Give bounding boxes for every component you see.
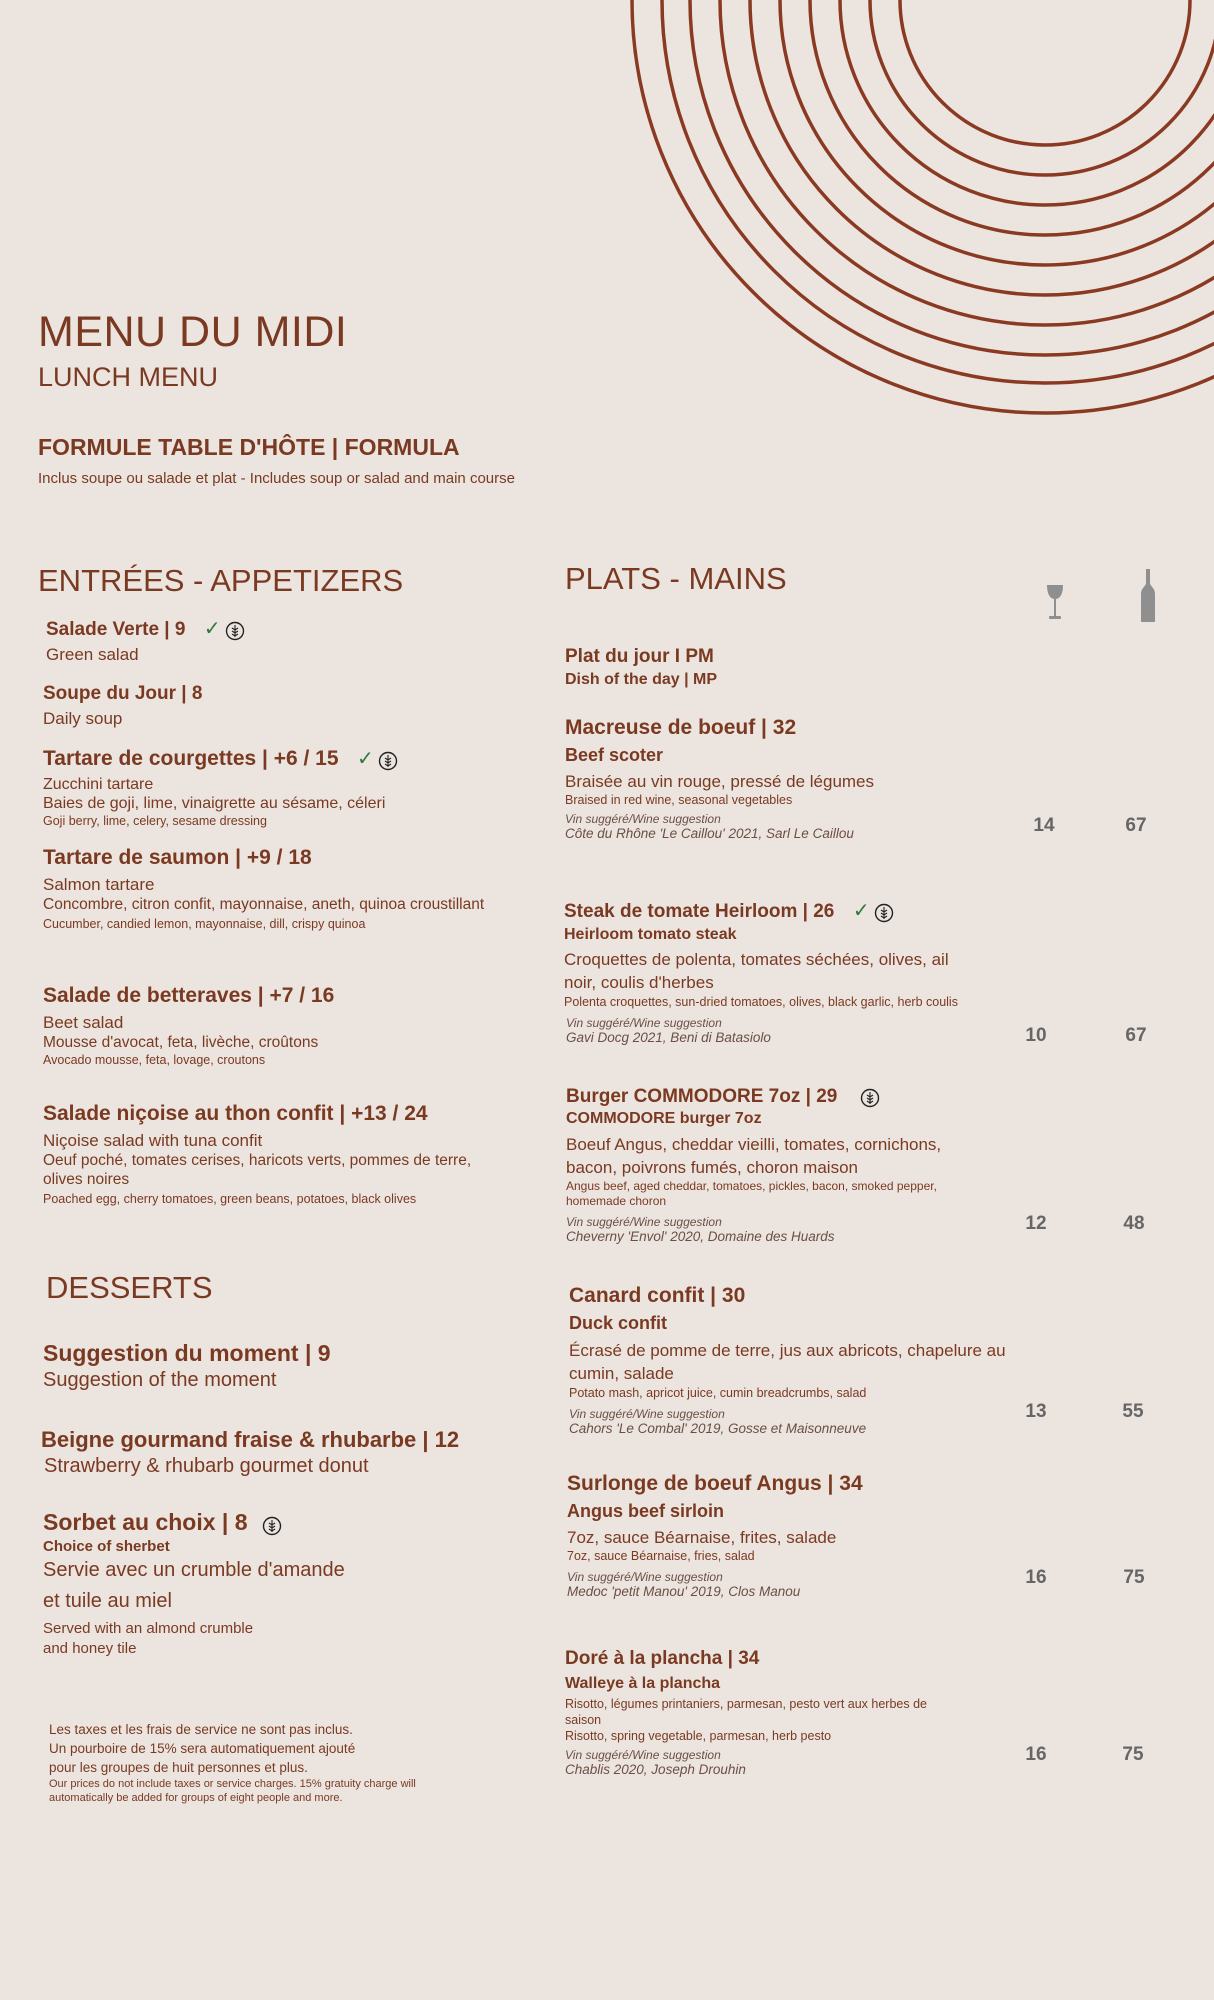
bottle-price: 67 — [1125, 1025, 1147, 1046]
bottle-price: 75 — [1122, 1744, 1144, 1765]
vegan-leaf-icon: ✓ — [203, 618, 221, 640]
note-line: pour les groupes de huit personnes et plus. — [49, 1760, 308, 1775]
wine-name: Côte du Rhône 'Le Caillou' 2021, Sarl Le Caillou — [565, 826, 854, 841]
item-subtitle: Walleye à la plancha — [565, 1675, 721, 1692]
wine-suggestion-label: Vin suggéré/Wine suggestion — [565, 812, 721, 826]
item-name: Steak de tomate Heirloom | 26 — [564, 901, 835, 922]
formula-title: FORMULE TABLE D'HÔTE | FORMULA — [38, 434, 460, 460]
vegan-leaf-icon: ✓ — [356, 748, 374, 770]
item-description-english: Cucumber, candied lemon, mayonnaise, dill, crispy quinoa — [43, 917, 366, 931]
menu-item — [565, 716, 1025, 841]
gluten-free-icon — [262, 1516, 282, 1536]
item-description-english: Braised in red wine, seasonal vegetables — [565, 793, 793, 807]
glass-price: 14 — [1033, 815, 1055, 836]
gluten-free-icon — [860, 1088, 880, 1108]
glass-price: 13 — [1025, 1401, 1047, 1422]
item-description: Braisée au vin rouge, pressé de légumes — [565, 772, 875, 791]
glass-price: 12 — [1025, 1213, 1047, 1234]
menu-item — [566, 1086, 1026, 1244]
gluten-free-icon — [874, 903, 894, 923]
wine-name: Cheverny 'Envol' 2020, Domaine des Huards — [566, 1229, 835, 1244]
glass-price: 16 — [1025, 1567, 1047, 1588]
item-english: Suggestion of the moment — [43, 1369, 277, 1391]
item-subtitle: Heirloom tomato steak — [564, 926, 737, 943]
wine-suggestion-label: Vin suggéré/Wine suggestion — [565, 1748, 721, 1762]
desserts-heading: DESSERTS — [46, 1270, 213, 1305]
item-description: 7oz, sauce Béarnaise, frites, salade — [567, 1528, 837, 1547]
item-name: Soupe du Jour | 8 — [43, 683, 203, 704]
note-line: Un pourboire de 15% sera automatiquement ajouté — [49, 1741, 356, 1756]
item-name: Salade de betteraves | +7 / 16 — [43, 984, 335, 1007]
item-name: Tartare de saumon | +9 / 18 — [43, 846, 312, 869]
menu-item — [43, 846, 503, 932]
wine-suggestion-label: Vin suggéré/Wine suggestion — [569, 1407, 725, 1421]
wine-glass-icon — [1044, 583, 1066, 623]
item-description-english: Avocado mousse, feta, lovage, croutons — [43, 1053, 266, 1067]
item-name: Burger COMMODORE 7oz | 29 — [566, 1086, 838, 1107]
mains-heading: PLATS - MAINS — [565, 561, 787, 596]
item-description: noir, coulis d'herbes — [564, 973, 714, 992]
item-english: Niçoise salad with tuna confit — [43, 1131, 263, 1150]
item-name: Beigne gourmand fraise & rhubarbe | 12 — [41, 1427, 460, 1452]
item-english: Green salad — [46, 645, 139, 664]
appetizers-heading: ENTRÉES - APPETIZERS — [38, 563, 404, 598]
menu-item — [43, 984, 503, 1068]
bottle-price: 55 — [1122, 1401, 1144, 1422]
wine-name: Medoc 'petit Manou' 2019, Clos Manou — [567, 1584, 801, 1599]
menu-item — [565, 646, 717, 689]
item-english: Zucchini tartare — [43, 776, 154, 793]
item-english: Salmon tartare — [43, 875, 155, 894]
item-description-english: Angus beef, aged cheddar, tomatoes, pickles, bacon, smoked pepper, — [566, 1179, 937, 1193]
item-subtitle: Angus beef sirloin — [567, 1501, 725, 1521]
wine-suggestion-label: Vin suggéré/Wine suggestion — [566, 1215, 722, 1229]
gluten-free-icon — [378, 751, 398, 771]
item-subtitle: Dish of the day | MP — [565, 671, 718, 688]
item-description: cumin, salade — [569, 1364, 674, 1383]
item-description-english: 7oz, sauce Béarnaise, fries, salad — [567, 1549, 755, 1563]
item-name: Plat du jour I PM — [565, 646, 714, 667]
item-description: Mousse d'avocat, feta, livèche, croûtons — [43, 1034, 319, 1051]
bottle-price: 48 — [1123, 1213, 1145, 1234]
item-description-english: Potato mash, apricot juice, cumin breadcrumbs, salad — [569, 1386, 867, 1400]
item-description-english: homemade choron — [566, 1194, 667, 1208]
item-name: Sorbet au choix | 8 — [43, 1509, 248, 1535]
wine-name: Gavi Docg 2021, Beni di Batasiolo — [566, 1030, 771, 1045]
menu-item — [46, 616, 245, 665]
item-description: bacon, poivrons fumés, choron maison — [566, 1158, 858, 1177]
vegan-leaf-icon: ✓ — [852, 900, 870, 922]
glass-price: 10 — [1025, 1025, 1047, 1046]
item-description: Concombre, citron confit, mayonnaise, aneth, quinoa croustillant — [43, 896, 485, 913]
menu-item — [43, 1102, 503, 1207]
page-title: MENU DU MIDI — [38, 308, 348, 356]
item-name: Suggestion du moment | 9 — [43, 1340, 331, 1366]
note-line: Les taxes et les frais de service ne sont pas inclus. — [49, 1722, 353, 1737]
item-description-english: Risotto, spring vegetable, parmesan, herb pesto — [565, 1729, 832, 1743]
wine-suggestion-label: Vin suggéré/Wine suggestion — [567, 1570, 723, 1584]
menu-item — [43, 746, 503, 829]
menu-item — [567, 1472, 1027, 1599]
item-english: Daily soup — [43, 709, 123, 728]
item-name: Salade Verte | 9 — [46, 619, 186, 640]
item-subtitle: COMMODORE burger 7oz — [566, 1110, 762, 1127]
bottle-price: 67 — [1125, 815, 1147, 836]
tax-notes — [49, 1720, 469, 1805]
menu-item — [43, 1340, 331, 1392]
wine-name: Cahors 'Le Combal' 2019, Gosse et Maisonneuve — [569, 1421, 867, 1436]
gluten-free-icon — [225, 621, 245, 641]
item-english: Strawberry & rhubarb gourmet donut — [44, 1455, 369, 1477]
item-description: Oeuf poché, tomates cerises, haricots verts, pommes de terre, olives noires — [43, 1152, 472, 1188]
item-description-english: Poached egg, cherry tomatoes, green beans, potatoes, black olives — [43, 1192, 417, 1206]
item-description: et tuile au miel — [43, 1590, 172, 1612]
item-english: and honey tile — [43, 1640, 137, 1657]
menu-item — [43, 683, 202, 729]
item-english: Beet salad — [43, 1013, 124, 1032]
formula-description: Inclus soupe ou salade et plat - Includes soup or salad and main course — [38, 470, 515, 487]
item-description: Écrasé de pomme de terre, jus aux abricots, chapelure au — [569, 1341, 1006, 1360]
item-name: Surlonge de boeuf Angus | 34 — [567, 1472, 863, 1495]
item-description: saison — [565, 1713, 602, 1727]
menu-item — [41, 1427, 459, 1478]
item-name: Canard confit | 30 — [569, 1284, 746, 1307]
wine-suggestion-label: Vin suggéré/Wine suggestion — [566, 1016, 722, 1030]
menu-item — [569, 1284, 1029, 1436]
item-description: Boeuf Angus, cheddar vieilli, tomates, cornichons, — [566, 1135, 942, 1154]
bottle-price: 75 — [1123, 1567, 1145, 1588]
wine-bottle-icon — [1140, 569, 1156, 623]
item-subtitle: Beef scoter — [565, 745, 664, 765]
item-name: Tartare de courgettes | +6 / 15 — [43, 747, 339, 770]
item-description: Croquettes de polenta, tomates séchées, olives, ail — [564, 950, 949, 969]
wine-name: Chablis 2020, Joseph Drouhin — [565, 1762, 746, 1777]
note-line: Our prices do not include taxes or service charges. 15% gratuity charge will — [49, 1778, 416, 1790]
note-line: automatically be added for groups of eight people and more. — [49, 1792, 343, 1804]
menu-item — [565, 1648, 1025, 1777]
item-description: Baies de goji, lime, vinaigrette au sésame, céleri — [43, 795, 386, 812]
item-description-english: Polenta croquettes, sun-dried tomatoes, olives, black garlic, herb coulis — [564, 995, 958, 1009]
item-subtitle: Choice of sherbet — [43, 1538, 170, 1555]
item-description: Risotto, légumes printaniers, parmesan, pesto vert aux herbes de — [565, 1697, 927, 1711]
item-subtitle: Duck confit — [569, 1313, 668, 1333]
item-name: Macreuse de boeuf | 32 — [565, 716, 797, 739]
page-subtitle: LUNCH MENU — [38, 362, 219, 392]
menu-item — [564, 898, 1024, 1045]
menu-item — [43, 1509, 463, 1659]
item-english: Served with an almond crumble — [43, 1620, 254, 1637]
item-name: Doré à la plancha | 34 — [565, 1648, 760, 1669]
item-description-english: Goji berry, lime, celery, sesame dressing — [43, 814, 267, 828]
item-name: Salade niçoise au thon confit | +13 / 24 — [43, 1102, 428, 1125]
item-description: Servie avec un crumble d'amande — [43, 1559, 345, 1581]
glass-price: 16 — [1025, 1744, 1047, 1765]
